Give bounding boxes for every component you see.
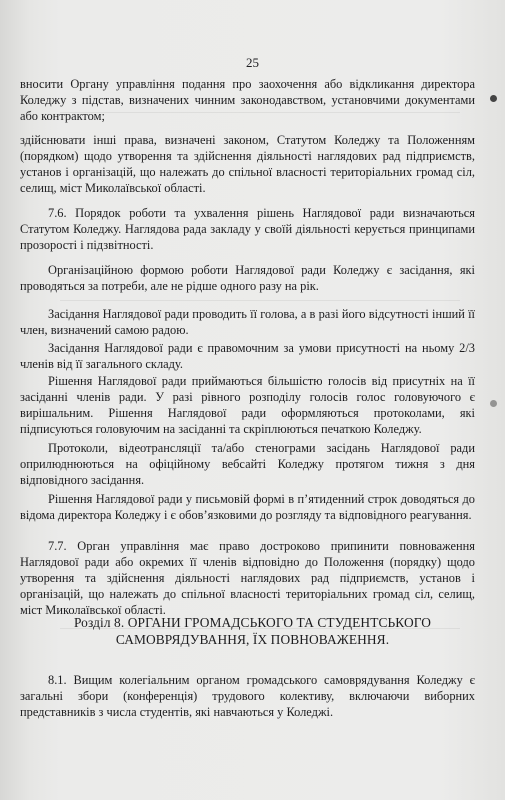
bleed-through-line [60,300,460,301]
section-heading-line: САМОВРЯДУВАННЯ, ЇХ ПОВНОВАЖЕННЯ. [115,632,390,647]
paragraph-text: Рішення Наглядової ради приймаються більшістю голосів від присутніх на її засіданні членів ради. У разі рівного розподілу голосів голос головуючого є вирішальним. Рішення Наглядової ради оформляються протоколами, які підписуються головуючим на засіданні та скріплюються печаткою Коледжу. [20,374,475,436]
paragraph-rights-submission [20,76,475,124]
paragraph-text: Організаційною формою роботи Наглядової ради Коледжу є засідання, які проводяться за потреби, але не рідше одного разу на рік. [20,263,475,293]
paragraph-7-7 [20,538,475,618]
paragraph-8-1 [20,672,475,720]
punch-hole-mark [490,95,497,102]
paragraph-7-6 [20,205,475,253]
paragraph-other-rights [20,132,475,196]
paragraph-text: 7.6. Порядок роботи та ухвалення рішень Наглядової ради визначаються Статутом Коледжу. Наглядова рада закладу у своїй діяльності керується принципами прозорості і підзвітності. [20,206,475,252]
section-heading [0,614,505,648]
paragraph-text: здійснювати інші права, визначені законом, Статутом Коледжу та Положенням (порядком) щодо утворення та здійснення діяльності наглядових рад підприємств, установ і організацій, що належать до спільної власності територіальних громад сіл, селищ, міст Миколаївської області. [20,133,475,195]
paragraph-text: Протоколи, відеотрансляції та/або стенограми засідань Наглядової ради оприлюднюються на офіційному вебсайті Коледжу протягом тижня з дня відповідного засідання. [20,441,475,487]
paragraph-text: 8.1. Вищим колегіальним органом громадського самоврядування Коледжу є загальні збори (конференція) трудового колективу, включаючи виборних представників з числа студентів, які навчаються у Коледжі. [20,673,475,719]
paragraph-meetings-form [20,262,475,294]
paragraph-text: Рішення Наглядової ради у письмовій формі в п’ятиденний строк доводяться до відома директора Коледжу і є обов’язковими до розгляду та відповідного реагування. [20,492,475,522]
paragraph-chair [20,306,475,338]
section-heading-line: Розділ 8. ОРГАНИ ГРОМАДСЬКОГО ТА СТУДЕНТСЬКОГО [73,615,432,630]
paragraph-quorum [20,340,475,372]
paragraph-text: 7.7. Орган управління має право достроково припинити повноваження Наглядової ради або окремих її членів відповідно до Положення (порядку) щодо утворення та здійснення діяльності наглядових рад підприємств, установ і організацій, що належать до спільної власності територіальних громад сіл, селищ, міст Миколаївської області. [20,539,475,617]
paragraph-written-decisions [20,491,475,523]
paragraph-text: Засідання Наглядової ради проводить її голова, а в разі його відсутності інший її член, визначений самою радою. [20,307,475,337]
page-number: 25 [246,55,259,70]
paragraph-decisions [20,373,475,437]
paragraph-text: вносити Органу управління подання про заохочення або відкликання директора Коледжу з підстав, визначених чинним законодавством, установчими документами або контрактом; [20,77,475,123]
punch-hole-mark [490,400,497,407]
paragraph-text: Засідання Наглядової ради є правомочним за умови присутності на ньому 2/3 членів від її загального складу. [20,341,475,371]
paragraph-protocols [20,440,475,488]
